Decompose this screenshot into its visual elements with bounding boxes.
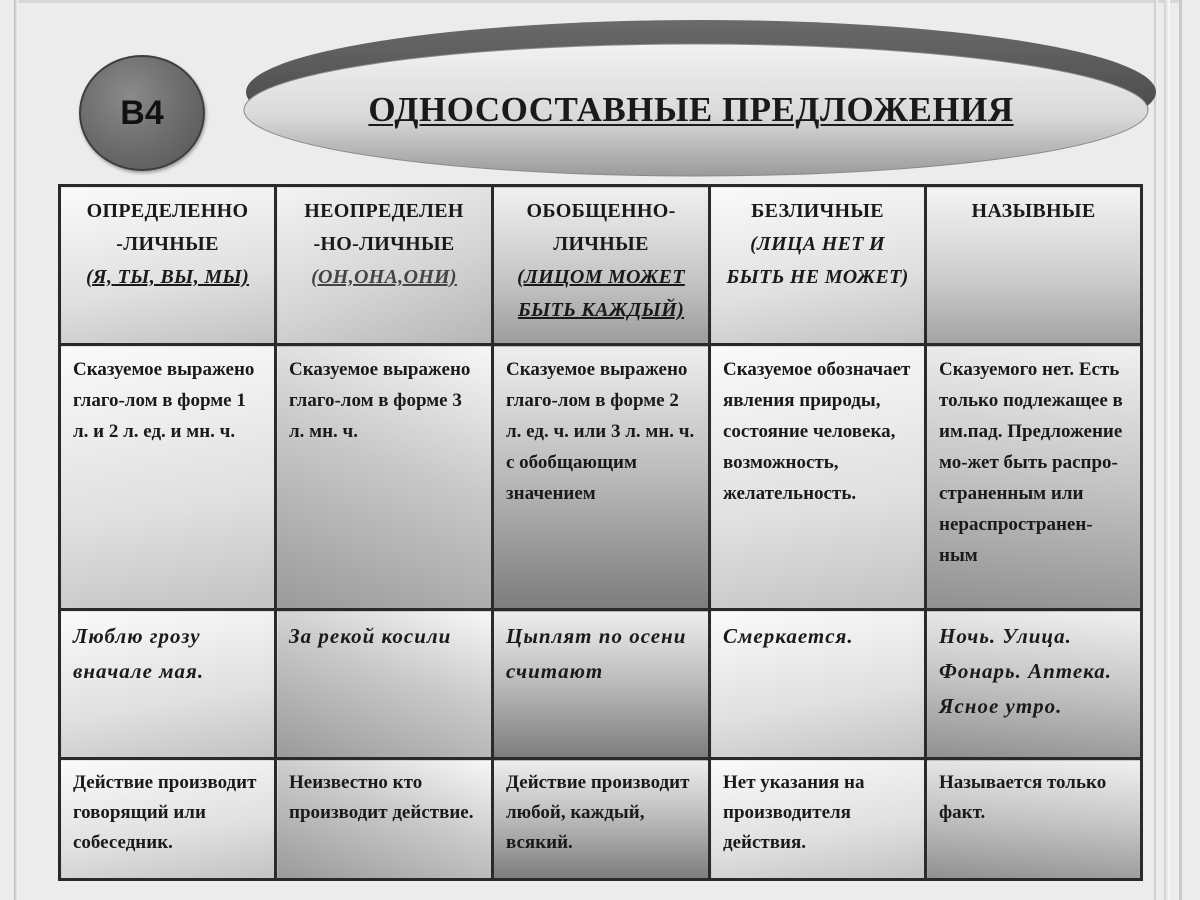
- column-title: ОБОБЩЕННО-: [526, 200, 676, 222]
- column-pronoun-note: (ЛИЦОМ МОЖЕТ БЫТЬ КАЖДЫЙ): [517, 266, 685, 321]
- action-cell: Неизвестно кто производит действие.: [276, 759, 493, 880]
- example-cell: Цыплят по осени считают: [493, 610, 710, 759]
- column-title-cont: ЛИЧНЫЕ: [553, 233, 649, 255]
- action-cell: Действие производит говорящий или собеседник.: [60, 759, 276, 880]
- column-pronoun-note: (Я, ТЫ, ВЫ, МЫ): [85, 266, 250, 288]
- action-cell: Нет указания на производителя действия.: [710, 759, 926, 880]
- example-cell: Смеркается.: [710, 610, 926, 759]
- example-cell: За рекой косили: [276, 610, 493, 759]
- column-title-cont: -ЛИЧНЫЕ: [116, 233, 219, 255]
- column-pronoun-note: (ОН,ОНА,ОНИ): [311, 266, 457, 288]
- table-header-row: [60, 186, 1142, 345]
- description-cell: Сказуемое выражено глаго-лом в форме 3 л. мн. ч.: [276, 345, 493, 610]
- action-cell: Называется только факт.: [926, 759, 1142, 880]
- example-cell: Люблю грозу вначале мая.: [60, 610, 276, 759]
- slide-frame-left: [14, 0, 18, 900]
- column-title: БЕЗЛИЧНЫЕ: [751, 200, 884, 222]
- column-title: НАЗЫВНЫЕ: [971, 200, 1096, 222]
- header-cell-indefinite-personal: [276, 186, 493, 345]
- header-cell-impersonal: [710, 186, 926, 345]
- example-cell: Ночь. Улица. Фонарь. Аптека. Ясное утро.: [926, 610, 1142, 759]
- sentence-types-table: [58, 184, 1143, 881]
- column-title: НЕОПРЕДЕЛЕН: [304, 200, 464, 222]
- column-title: ОПРЕДЕЛЕННО: [86, 200, 249, 222]
- header-cell-nominative: [926, 186, 1142, 345]
- description-cell: [926, 345, 1142, 610]
- slide-frame-top: [14, 0, 1182, 3]
- header-cell-generalized-personal: [493, 186, 710, 345]
- title-banner: [238, 10, 1164, 180]
- section-badge-label: B4: [120, 93, 164, 132]
- description-cell: Сказуемое выражено глаго-лом в форме 1 л. и 2 л. ед. и мн. ч.: [60, 345, 276, 610]
- column-title-cont: -НО-ЛИЧНЫЕ: [313, 233, 455, 255]
- column-pronoun-note: (ЛИЦА НЕТ И БЫТЬ НЕ МОЖЕТ): [726, 233, 909, 288]
- action-cell: Действие производит любой, каждый, всякий.: [493, 759, 710, 880]
- description-cell: Сказуемое обозначает явления природы, состояние человека, возможность, желательность.: [710, 345, 926, 610]
- slide-frame-right-outer: [1164, 0, 1170, 900]
- description-cell: Сказуемое выражено глаго-лом в форме 2 л. ед. ч. или 3 л. мн. ч. с обобщающим значением: [493, 345, 710, 610]
- slide-frame-right-edge: [1179, 0, 1182, 900]
- table-row-example: [60, 610, 1142, 759]
- page-title: ОДНОСОСТАВНЫЕ ПРЕДЛОЖЕНИЯ: [368, 90, 1014, 129]
- description-text: Сказуемого нет. Есть только подлежащее в им.пад. Предложение мо-жет быть распро-страненным или нераспространен-ным: [939, 359, 1123, 566]
- table-row-action: [60, 759, 1142, 880]
- table-row-description: [60, 345, 1142, 610]
- header-cell-definite-personal: [60, 186, 276, 345]
- section-badge: [79, 55, 205, 171]
